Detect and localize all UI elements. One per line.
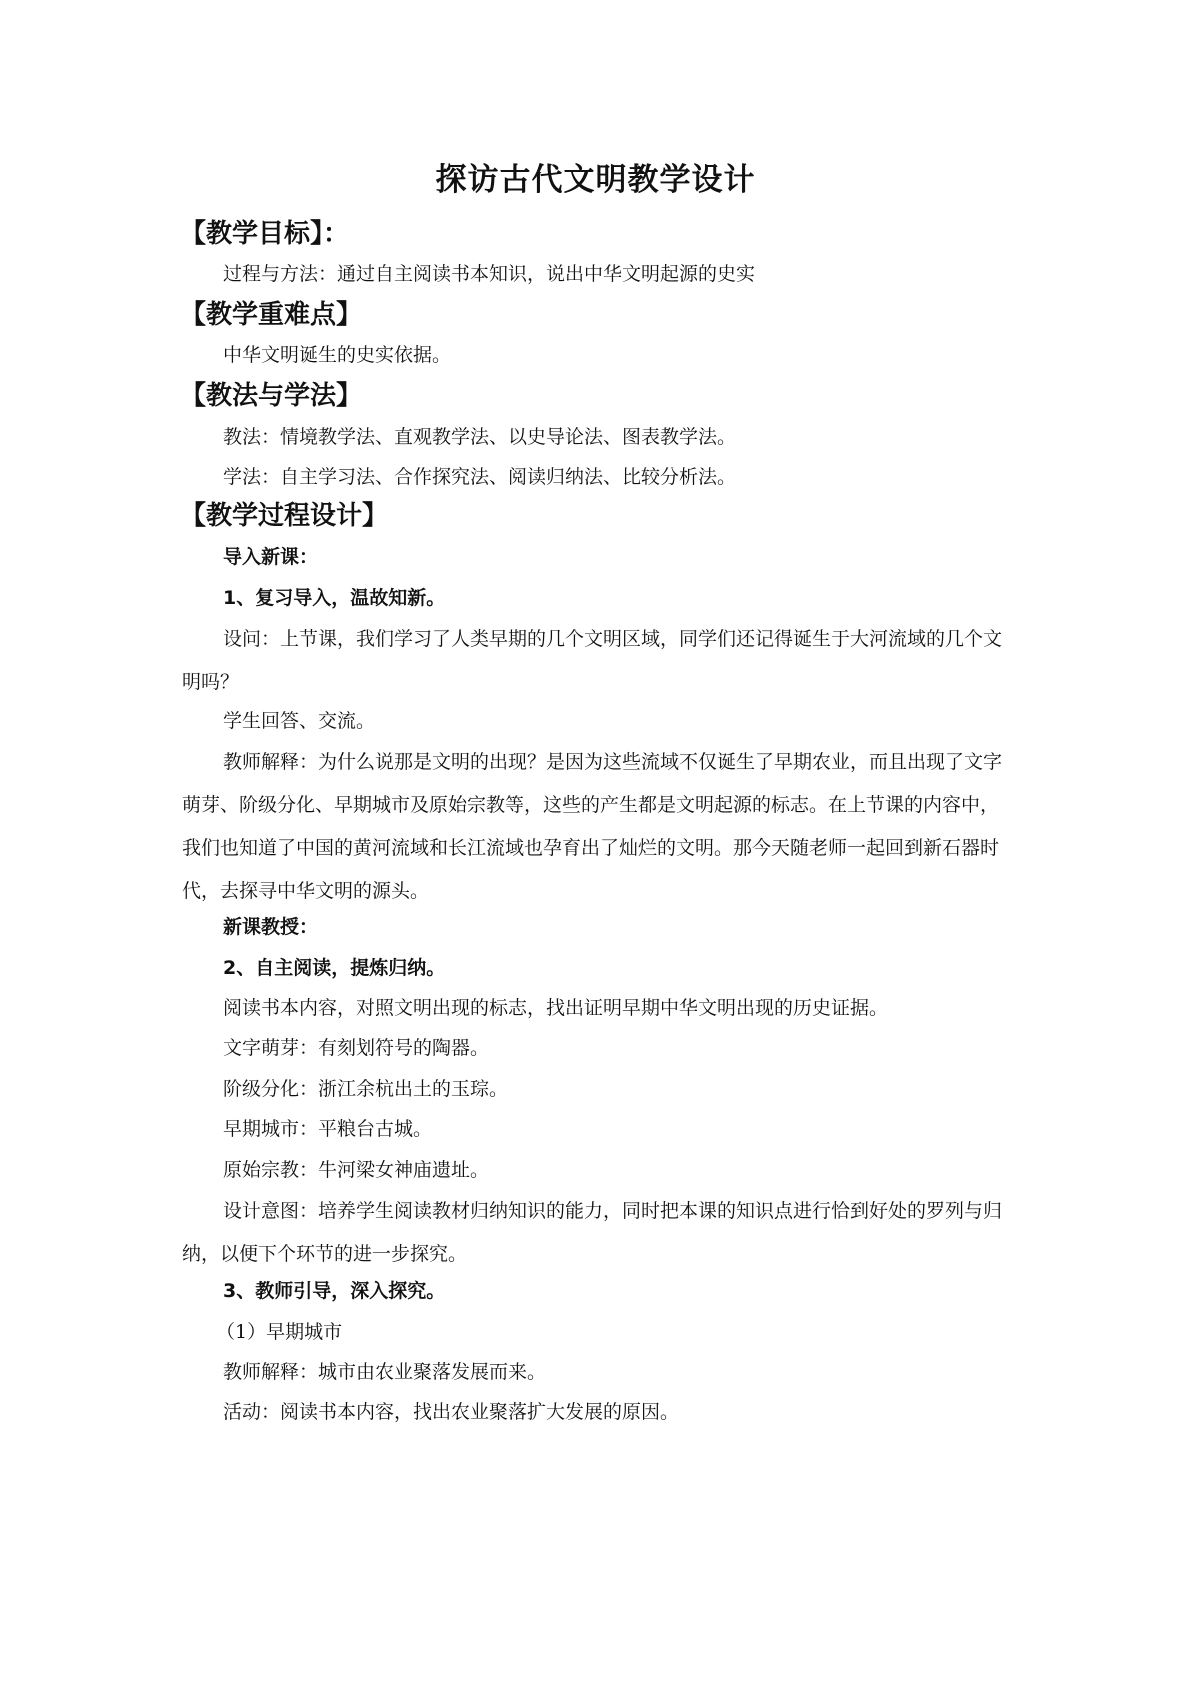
process-question: 设问：上节课，我们学习了人类早期的几个文明区域，同学们还记得诞生于大河流域的几个文明吗？ (182, 628, 1003, 693)
heading-methods: 【教法与学法】 (180, 381, 363, 411)
document-title: 探访古代文明教学设计 (435, 162, 756, 198)
process-step-2-title: 2、自主阅读，提炼归纳。 (223, 957, 446, 979)
heading-objectives: 【教学目标】： (180, 219, 350, 249)
process-design-intent: 设计意图：培养学生阅读教材归纳知识的能力，同时把本课的知识点进行恰到好处的罗列与归纳，以便下个环节的进一步探究。 (182, 1200, 1003, 1265)
heading-process: 【教学过程设计】 (180, 501, 389, 531)
process-new-lesson-label: 新课教授： (223, 916, 319, 938)
methods-teaching-line: 教法：情境教学法、直观教学法、以史导论法、图表教学法。 (223, 426, 737, 448)
process-activity: 活动：阅读书本内容，找出农业聚落扩大发展的原因。 (223, 1401, 680, 1423)
process-evidence-class: 阶级分化：浙江余杭出土的玉琮。 (223, 1078, 509, 1100)
process-teacher-explanation: 教师解释：为什么说那是文明的出现？是因为这些流域不仅诞生了早期农业，而且出现了文字萌芽、阶级分化、早期城市及原始宗教等，这些的产生都是文明起源的标志。在上节课的内容中，我们也知道了中国的黄河流域和长江流域也孕育出了灿烂的文明。那今天随老师一起回到新石器时代，去探寻中华文明的源头。 (182, 751, 1003, 902)
methods-learning-line: 学法：自主学习法、合作探究法、阅读归纳法、比较分析法。 (223, 466, 737, 488)
objectives-line: 过程与方法：通过自主阅读书本知识，说出中华文明起源的史实 (223, 263, 756, 285)
process-reading-task: 阅读书本内容，对照文明出现的标志，找出证明早期中华文明出现的历史证据。 (223, 997, 889, 1019)
process-teacher-city-note: 教师解释：城市由农业聚落发展而来。 (223, 1361, 547, 1383)
process-subsection-early-city: （1）早期城市 (216, 1321, 343, 1343)
key-points-line: 中华文明诞生的史实依据。 (223, 344, 452, 366)
process-student-answer: 学生回答、交流。 (223, 710, 376, 732)
heading-key-points: 【教学重难点】 (180, 300, 363, 330)
process-step-3-title: 3、教师引导，深入探究。 (223, 1280, 446, 1302)
process-evidence-writing: 文字萌芽：有刻划符号的陶器。 (223, 1037, 490, 1059)
process-step-1-title: 1、复习导入，温故知新。 (223, 587, 446, 609)
process-evidence-religion: 原始宗教：牛河梁女神庙遗址。 (223, 1159, 490, 1181)
process-intro-label: 导入新课： (223, 546, 319, 568)
process-evidence-city: 早期城市：平粮台古城。 (223, 1118, 433, 1140)
